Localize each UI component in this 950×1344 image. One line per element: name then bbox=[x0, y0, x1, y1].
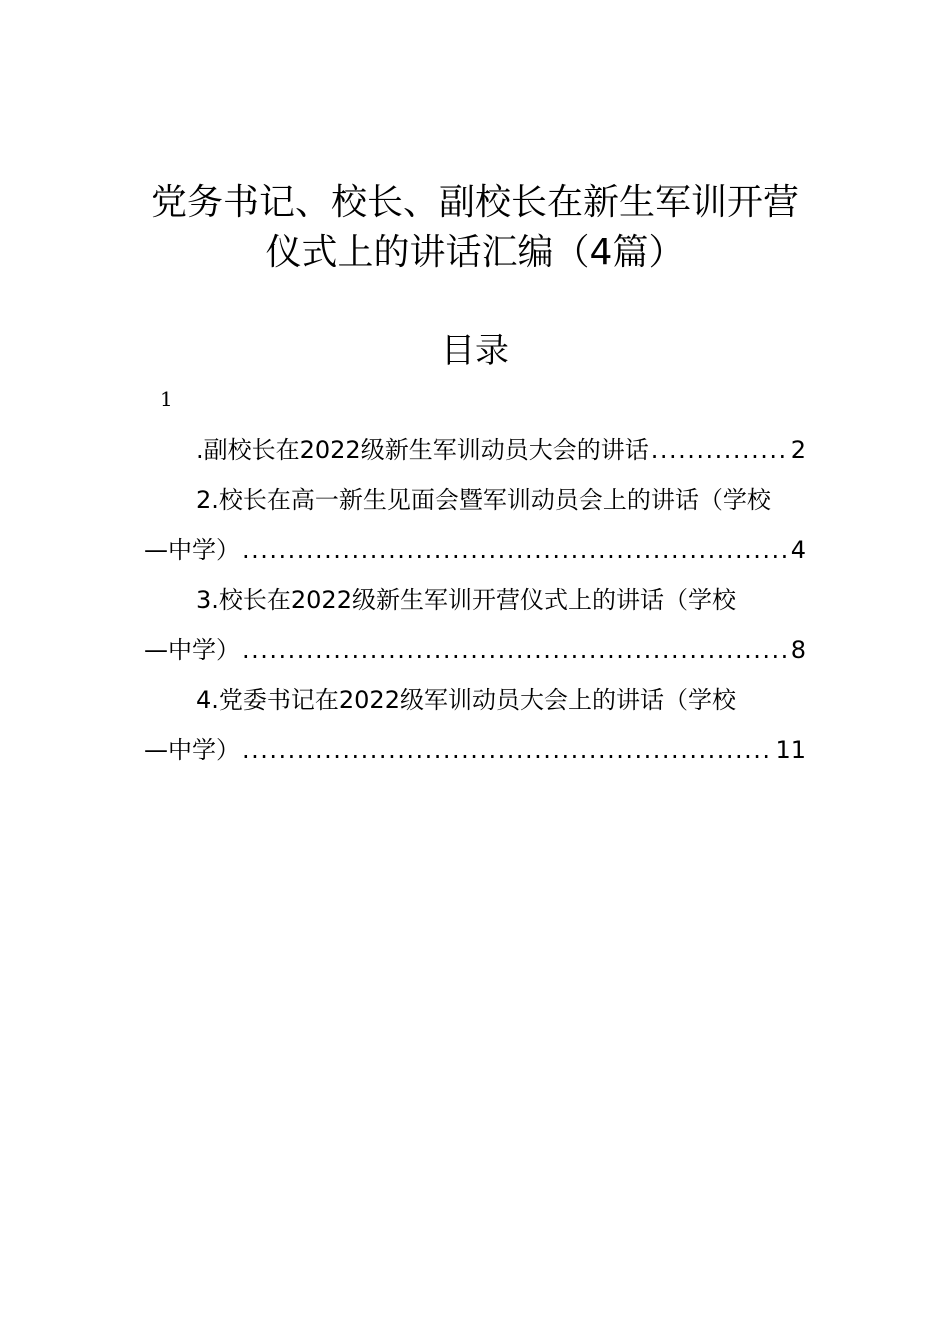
toc-entry-4-continuation[interactable] bbox=[144, 730, 806, 770]
toc-entry-1-title: .副校长在2022级新生军训动员大会的讲话 bbox=[196, 436, 649, 464]
toc-entry-3-title-line-2: —中学） bbox=[144, 636, 240, 664]
document-title-line-1: 党务书记、校长、副校长在新生军训开营 bbox=[150, 182, 799, 223]
toc-entry-2-leader bbox=[242, 530, 789, 570]
toc-entry-1-leader bbox=[651, 430, 789, 470]
toc-entry-3-leader bbox=[242, 630, 789, 670]
toc-entry-4-title-line-1: 4.党委书记在2022级军训动员大会上的讲话（学校 bbox=[196, 686, 736, 714]
toc-entry-1[interactable] bbox=[144, 430, 806, 470]
toc-heading: 目录 bbox=[441, 331, 509, 371]
toc-entry-3-continuation[interactable] bbox=[144, 630, 806, 670]
toc-entry-2-title-line-1: 2.校长在高一新生见面会暨军训动员会上的讲话（学校 bbox=[196, 486, 771, 514]
toc-entry-1-page: 2 bbox=[790, 436, 806, 464]
toc-entry-3[interactable] bbox=[144, 580, 806, 620]
toc-entry-2[interactable] bbox=[144, 480, 806, 520]
toc-entry-2-title-line-2: —中学） bbox=[144, 536, 240, 564]
document-title-line-2: 仪式上的讲话汇编（4篇） bbox=[265, 232, 685, 273]
toc-marker: 1 bbox=[160, 387, 173, 411]
toc-entry-4[interactable] bbox=[144, 680, 806, 720]
toc-entry-4-leader bbox=[242, 730, 773, 770]
toc-entry-3-title-line-1: 3.校长在2022级新生军训开营仪式上的讲话（学校 bbox=[196, 586, 736, 614]
toc-entry-2-page: 4 bbox=[790, 536, 806, 564]
toc-entry-4-page: 11 bbox=[775, 736, 806, 764]
toc-entry-2-continuation[interactable] bbox=[144, 530, 806, 570]
toc-entry-3-page: 8 bbox=[790, 636, 806, 664]
toc-entry-4-title-line-2: —中学） bbox=[144, 736, 240, 764]
